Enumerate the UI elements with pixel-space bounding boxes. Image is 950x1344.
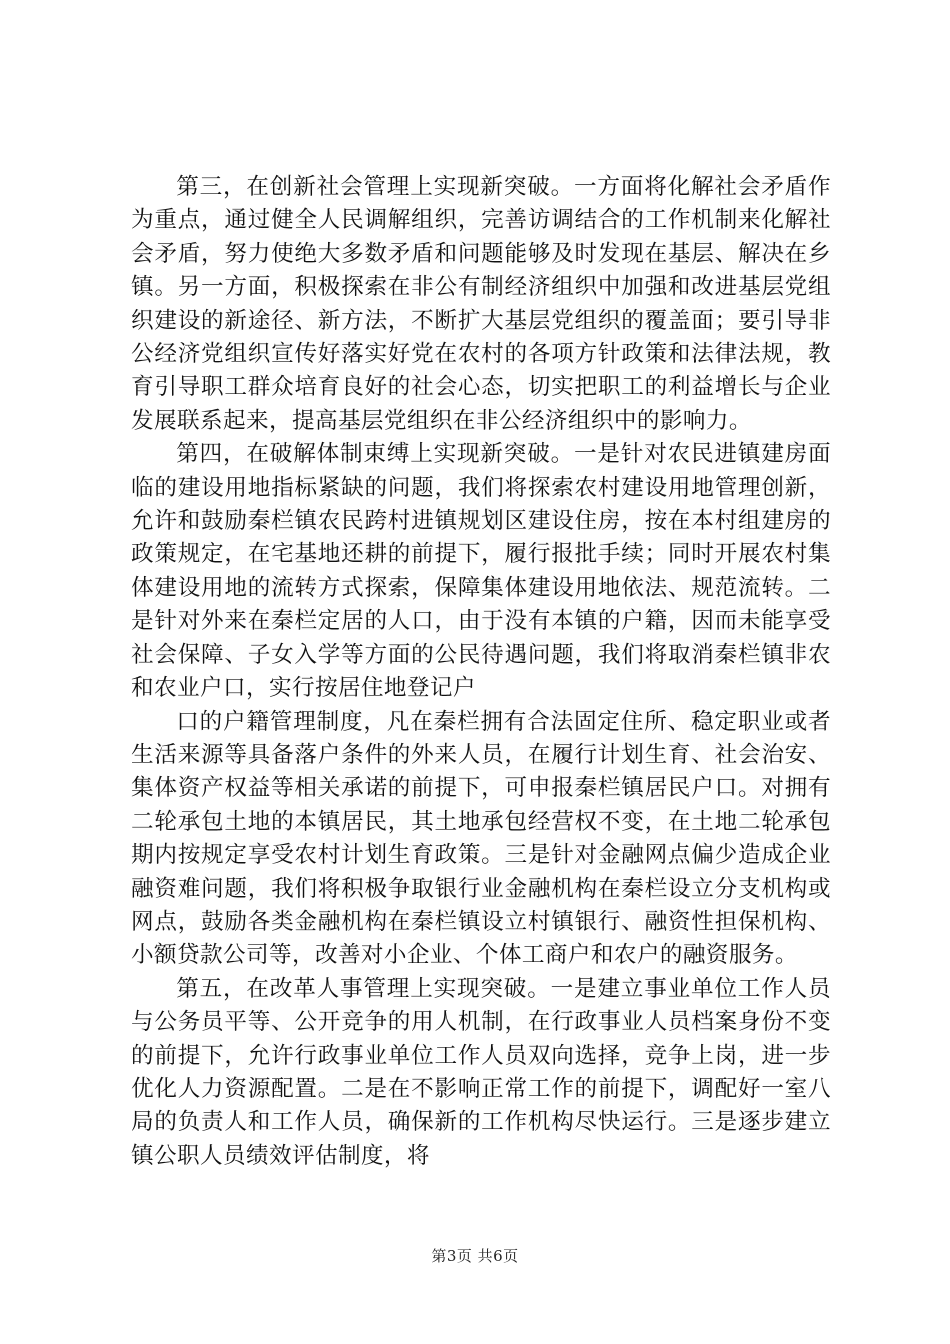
paragraph-third-breakthrough: 第三，在创新社会管理上实现新突破。一方面将化解社会矛盾作为重点，通过健全人民调解组织，完善访调结合的工作机制来化解社会矛盾，努力使绝大多数矛盾和问题能够及时发现在基层、解决在乡镇。另一方面，积极探索在非公有制经济组织中加强和改进基层党组织建设的新途径、新方法，不断扩大基层党组织的覆盖面；要引导非公经济党组织宣传好落实好党在农村的各项方针政策和法律法规，教育引导职工群众培育良好的社会心态，切实把职工的利益增长与企业发展联系起来，提高基层党组织在非公经济组织中的影响力。 (131, 174, 831, 434)
paragraph-household-registration: 口的户籍管理制度，凡在秦栏拥有合法固定住所、稳定职业或者生活来源等具备落户条件的外来人员，在履行计划生育、社会治安、集体资产权益等相关承诺的前提下，可申报秦栏镇居民户口。对拥有二轮承包土地的本镇居民，其土地承包经营权不变，在土地二轮承包期内按规定享受农村计划生育政策。三是针对金融网点偏少造成企业融资难问题，我们将积极争取银行业金融机构在秦栏设立分支机构或网点，鼓励各类金融机构在秦栏镇设立村镇银行、融资性担保机构、小额贷款公司等，改善对小企业、个体工商户和农户的融资服务。 (131, 708, 831, 969)
paragraph-fifth-breakthrough: 第五，在改革人事管理上实现突破。一是建立事业单位工作人员与公务员平等、公开竞争的用人机制，在行政事业人员档案身份不变的前提下，允许行政事业单位工作人员双向选择，竞争上岗，进一步优化人力资源配置。二是在不影响正常工作的前提下，调配好一室八局的负责人和工作人员，确保新的工作机构尽快运行。三是逐步建立镇公职人员绩效评估制度，将 (131, 975, 831, 1169)
paragraph-fourth-breakthrough: 第四，在破解体制束缚上实现新突破。一是针对农民进镇建房面临的建设用地指标紧缺的问题，我们将探索农村建设用地管理创新，允许和鼓励秦栏镇农民跨村进镇规划区建设住房，按在本村组建房的政策规定，在宅基地还耕的前提下，履行报批手续；同时开展农村集体建设用地的流转方式探索，保障集体建设用地依法、规范流转。二是针对外来在秦栏定居的人口，由于没有本镇的户籍，因而未能享受社会保障、子女入学等方面的公民待遇问题，我们将取消秦栏镇非农和农业户口，实行按居住地登记户 (131, 441, 831, 702)
page-number-footer: 第3页 共6页 (431, 1247, 519, 1265)
document-body (131, 171, 831, 1173)
